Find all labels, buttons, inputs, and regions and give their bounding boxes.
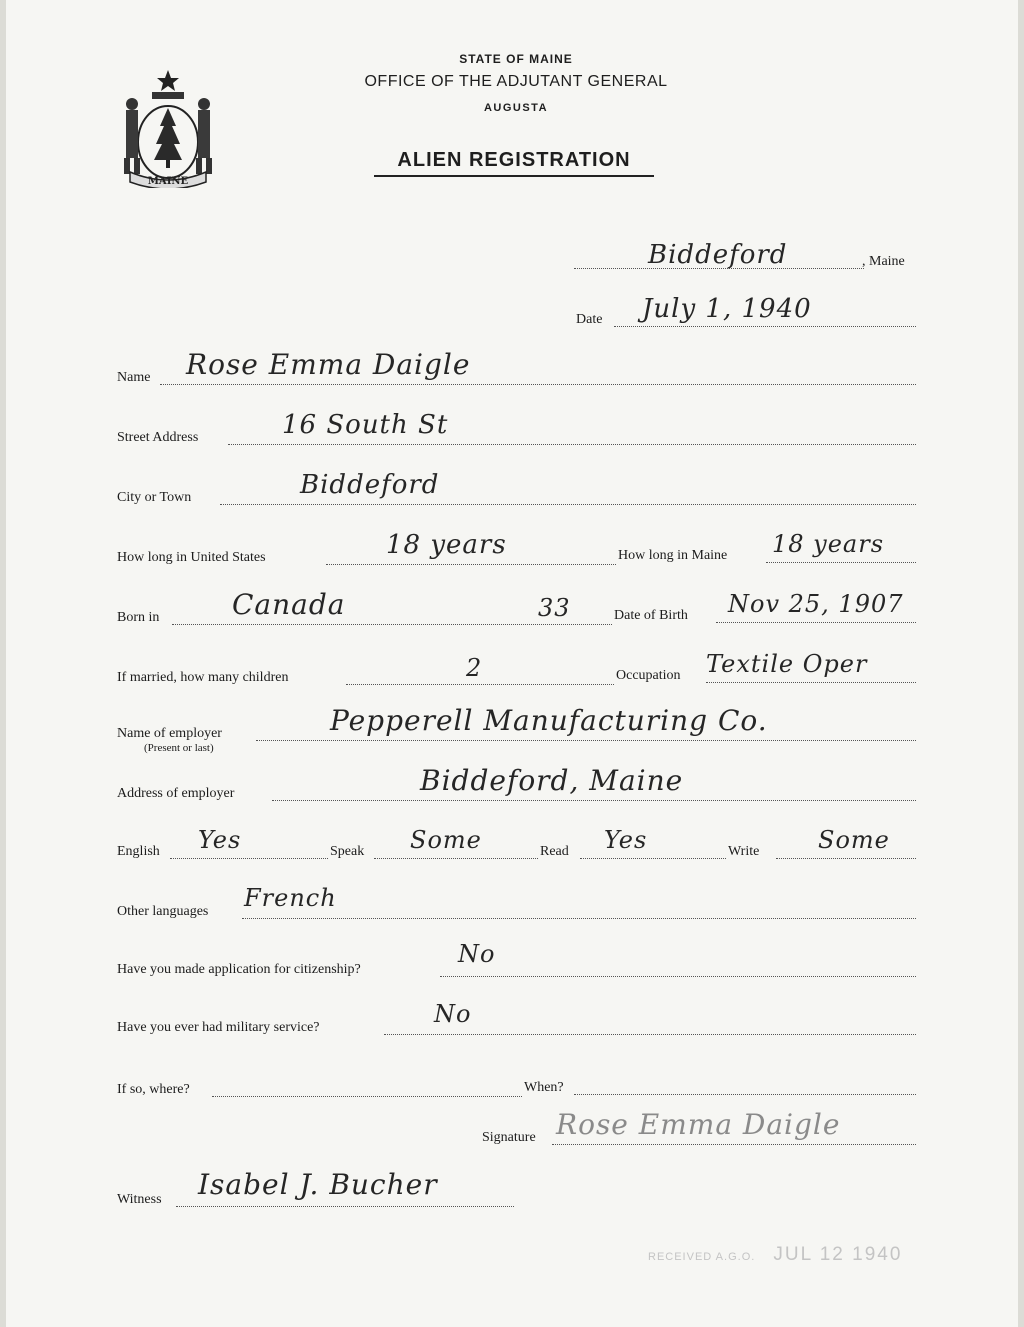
scan-edge-right [1018,0,1024,1327]
age-value: 33 [538,594,571,622]
where-label: If so, where? [117,1082,190,1097]
speak-label: Speak [330,844,365,859]
how-long-maine-label: How long in Maine [618,548,728,563]
maine-label: , Maine [862,254,905,269]
read-line [580,858,726,859]
occupation-label: Occupation [616,668,681,683]
read-value: Yes [604,826,648,854]
military-label: Have you ever had military service? [117,1020,320,1035]
street-address-value: 16 South St [282,410,449,440]
english-value: Yes [198,826,242,854]
town-value: Biddeford [648,240,788,270]
citizenship-label: Have you made application for citizenship? [117,962,361,977]
employer-value: Pepperell Manufacturing Co. [330,704,768,737]
date-of-birth-value: Nov 25, 1907 [728,590,904,618]
other-languages-label: Other languages [117,904,209,919]
signature-value: Rose Emma Daigle [556,1108,841,1141]
name-label: Name [117,370,151,385]
when-label: When? [524,1080,564,1095]
witness-line [176,1206,514,1207]
signature-line [552,1144,916,1145]
write-line [776,858,916,859]
when-line [574,1094,916,1095]
military-line [384,1034,916,1035]
born-in-value: Canada [232,588,346,621]
date-label: Date [576,312,603,327]
born-in-label: Born in [117,610,160,625]
how-long-maine-value: 18 years [772,530,885,558]
read-label: Read [540,844,569,859]
citizenship-line [440,976,916,977]
city-value: Biddeford [300,470,440,500]
date-line [614,326,916,327]
employer-note: (Present or last) [144,742,214,754]
employer-address-line [272,800,916,801]
employer-address-label: Address of employer [117,786,235,801]
write-value: Some [818,826,890,854]
scan-edge-left [0,0,6,1327]
city-label: City or Town [117,490,192,505]
write-label: Write [728,844,760,859]
how-long-us-label: How long in United States [117,550,266,565]
occupation-line [706,682,916,683]
occupation-value: Textile Oper [706,650,868,678]
speak-line [374,858,538,859]
other-languages-line [242,918,916,919]
header-city: AUGUSTA [483,102,549,114]
employer-label: Name of employer [117,726,222,741]
born-in-line [172,624,612,625]
name-line [160,384,916,385]
street-address-label: Street Address [117,430,199,445]
where-line [212,1096,522,1097]
witness-value: Isabel J. Bucher [198,1168,438,1201]
name-value: Rose Emma Daigle [186,348,471,381]
employer-address-value: Biddeford, Maine [420,764,684,797]
received-stamp-date: JUL 12 1940 [773,1244,903,1265]
date-value: July 1, 1940 [642,294,812,324]
seal-text: MAINE [147,176,189,187]
children-label: If married, how many children [117,670,289,685]
how-long-maine-line [766,562,916,563]
citizenship-value: No [458,940,496,968]
city-line [220,504,916,505]
date-of-birth-label: Date of Birth [614,608,688,623]
date-of-birth-line [716,622,916,623]
form-title: ALIEN REGISTRATION [397,149,631,171]
other-languages-value: French [244,884,337,912]
children-value: 2 [466,654,483,682]
english-label: English [117,844,160,859]
witness-label: Witness [117,1192,162,1207]
signature-label: Signature [482,1130,536,1145]
header-state: STATE OF MAINE [459,52,573,66]
speak-value: Some [410,826,482,854]
how-long-us-line [326,564,616,565]
children-line [346,684,614,685]
header-office: OFFICE OF THE ADJUTANT GENERAL [364,73,668,90]
street-address-line [228,444,916,445]
military-value: No [434,1000,472,1028]
received-stamp-text: RECEIVED A.G.O. [648,1251,756,1263]
title-underline [374,175,654,177]
english-line [170,858,328,859]
received-stamp [648,1244,902,1266]
employer-line [256,740,916,741]
how-long-us-value: 18 years [386,530,507,560]
